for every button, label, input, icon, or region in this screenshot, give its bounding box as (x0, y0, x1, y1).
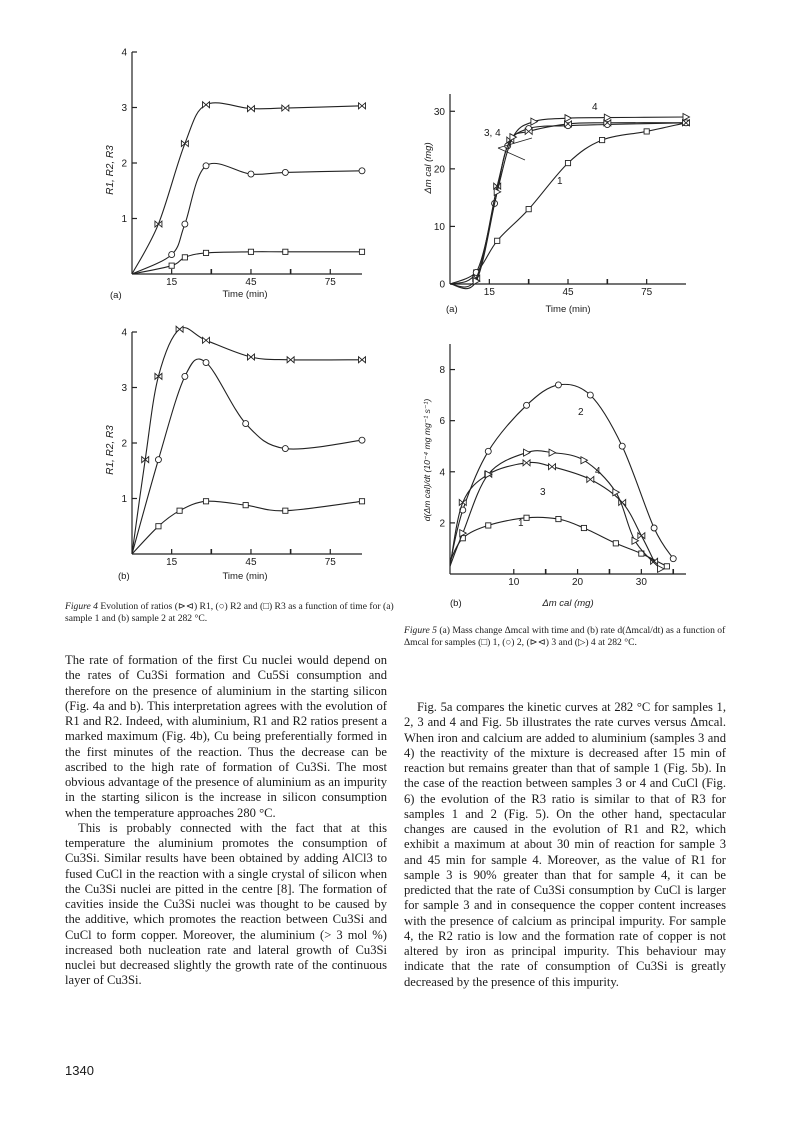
series-line-4 (450, 117, 686, 289)
x-axis-label: Δm cal (mg) (542, 598, 594, 609)
data-point-2 (485, 448, 491, 454)
y-tick-label: 30 (433, 106, 445, 118)
data-point-R3 (203, 499, 208, 504)
data-point-1 (486, 523, 491, 528)
figure-4-caption (65, 601, 395, 625)
x-tick-label: 10 (508, 577, 520, 588)
data-point-R3 (177, 508, 182, 513)
series-line-R2 (132, 359, 362, 554)
y-axis-label: d(Δm cal)/dt (10⁻⁴ mg mg⁻¹ s⁻¹) (422, 398, 432, 522)
curve-label-4: 4 (595, 466, 601, 477)
series-line-R3 (132, 252, 362, 274)
y-tick-label: 1 (121, 214, 127, 225)
y-tick-label: 10 (433, 221, 445, 233)
y-tick-label: 2 (121, 438, 127, 450)
data-point-2 (670, 556, 676, 562)
data-point-R2 (203, 163, 209, 169)
data-point-R2 (182, 221, 188, 227)
curve-label-4: 4 (592, 102, 598, 113)
x-tick-label: 20 (572, 577, 584, 588)
leader-line (498, 148, 525, 160)
data-point-R3 (283, 249, 288, 254)
x-tick-label: 75 (324, 557, 336, 568)
data-point-R2 (282, 446, 288, 452)
data-point-R1 (287, 357, 294, 363)
data-point-R3 (156, 524, 161, 529)
x-tick-label: 75 (324, 277, 336, 288)
data-point-R1 (359, 103, 366, 109)
data-point-1 (613, 541, 618, 546)
data-point-R3 (203, 250, 208, 255)
data-point-1 (556, 516, 561, 521)
y-axis-label: R1, R2, R3 (105, 425, 116, 475)
data-point-R3 (248, 249, 253, 254)
data-point-3 (587, 476, 594, 482)
curve-label-3-4: 3, 4 (484, 128, 501, 139)
data-point-1 (664, 564, 669, 569)
series-line-1 (450, 123, 686, 284)
data-point-3 (459, 499, 466, 505)
data-point-2 (651, 525, 657, 531)
data-point-R1 (181, 141, 188, 147)
x-tick-label: 15 (483, 287, 495, 298)
x-tick-label: 45 (562, 287, 574, 298)
y-tick-label: 4 (121, 327, 127, 339)
y-axis-label: Δm cal (mg) (423, 142, 434, 194)
x-axis-label: Time (min) (545, 304, 591, 315)
data-point-R2 (248, 171, 254, 177)
data-point-1 (599, 137, 604, 142)
caption-lead: Figure 4 (65, 601, 98, 612)
figure-4b-chart (80, 320, 380, 592)
data-point-R2 (282, 169, 288, 175)
x-tick-label: 15 (166, 277, 178, 288)
series-line-R2 (132, 163, 362, 274)
data-point-1 (524, 515, 529, 520)
data-point-R1 (203, 337, 210, 343)
figure-5a-chart (410, 88, 710, 320)
panel-label: (a) (110, 290, 122, 301)
x-tick-label: 45 (245, 557, 257, 568)
data-point-R2 (359, 168, 365, 174)
body-column-right (404, 700, 726, 990)
x-tick-label: 45 (245, 277, 257, 288)
figure-4a-chart (80, 40, 380, 310)
y-tick-label: 4 (121, 47, 127, 59)
data-point-2 (555, 382, 561, 388)
series-line-R1 (132, 103, 362, 274)
paragraph: The rate of formation of the first Cu nuclei would depend on the rates of Cu3Si formation and Cu5Si consumption and therefore on the presence of aluminium in the starting silicon (Fig. 4a and b). This interpretation agrees with the evolution of R1 and R2. Indeed, with aluminium, R1 and R2 ratios present a marked maximum (Fig. 4b), Cu being preferentially formed in the first minutes of the reaction. Thus the decrease can be ascribed to the high rate of formation of Cu3Si. The most obvious advantage of the presence of aluminium as an impurity in the starting silicon is the increase in silicon consumption when the temperature approaches 280 °C. (65, 653, 387, 820)
x-tick-label: 30 (635, 577, 647, 588)
data-point-4 (565, 115, 572, 122)
figure-5-caption (404, 625, 726, 649)
y-tick-label: 1 (121, 494, 127, 505)
data-point-R3 (169, 263, 174, 268)
data-point-R1 (176, 326, 183, 332)
y-tick-label: 8 (439, 365, 445, 377)
data-point-R2 (203, 360, 209, 366)
y-tick-label: 2 (439, 518, 445, 530)
data-point-4 (657, 565, 664, 572)
series-line-3 (450, 462, 654, 566)
data-point-1 (644, 129, 649, 134)
curve-label-2: 2 (578, 407, 584, 418)
data-point-1 (495, 238, 500, 243)
caption-text: Evolution of ratios (⊳⊲) R1, (○) R2 and (□) R3 as a function of time for (a) sample 1 and (b) sample 2 at 282 °C. (65, 601, 394, 624)
data-point-2 (524, 402, 530, 408)
caption-text: (a) Mass change Δmcal with time and (b) rate d(Δmcal/dt) as a function of Δmcal for samples (□) 1, (○) 2, (⊳⊲) 3 and (▷) 4 at 282 °C. (404, 625, 726, 648)
data-point-3 (549, 464, 556, 470)
paragraph: This is probably connected with the fact that at this temperature the aluminium promotes the consumption of Cu3Si. Similar results have been obtained by adding AlCl3 to fused CuCl in the reaction with a single crystal of silicon when the Cu3Si nuclei are pitted in the centre [8]. The formation of cavities inside the Cu3Si nuclei was thought to be caused by the additive, which promotes the reaction between Cu3Si and CuCl to form copper. Moreover, the aluminium (> 3 mol %) increased both nucleation rate and lateral growth of Cu3Si nuclei but decreased slightly the growth rate of the continuous layer of Cu3Si. (65, 820, 387, 988)
data-point-4 (581, 457, 588, 464)
data-point-R1 (282, 105, 289, 111)
series-line-R3 (132, 501, 362, 554)
data-point-R3 (359, 499, 364, 504)
leader-line (498, 138, 532, 148)
data-point-R2 (359, 437, 365, 443)
data-point-R1 (359, 357, 366, 363)
curve-label-1: 1 (518, 518, 524, 529)
data-point-3 (638, 533, 645, 539)
data-point-R2 (155, 457, 161, 463)
data-point-1 (581, 525, 586, 530)
data-point-2 (587, 392, 593, 398)
panel-label: (b) (450, 598, 462, 609)
y-tick-label: 0 (439, 279, 445, 291)
data-point-R1 (247, 354, 254, 360)
x-tick-label: 75 (641, 287, 653, 298)
data-point-1 (526, 207, 531, 212)
panel-label: (b) (118, 571, 130, 582)
x-tick-label: 15 (166, 557, 178, 568)
y-tick-label: 3 (121, 103, 127, 114)
x-axis-label: Time (min) (222, 571, 268, 582)
caption-lead: Figure 5 (404, 625, 437, 636)
data-point-2 (619, 443, 625, 449)
y-axis-label: R1, R2, R3 (105, 145, 116, 195)
page-number: 1340 (65, 1063, 94, 1078)
data-point-3 (523, 460, 530, 466)
figure-5b-chart (410, 340, 710, 612)
data-point-R3 (243, 503, 248, 508)
data-point-R3 (359, 249, 364, 254)
x-axis-label: Time (min) (222, 289, 268, 300)
data-point-R1 (247, 106, 254, 112)
body-column-left (65, 653, 387, 989)
curve-label-1: 1 (557, 176, 563, 187)
paragraph: Fig. 5a compares the kinetic curves at 282 °C for samples 1, 2, 3 and 4 and Fig. 5b illustrates the rate curves versus Δmcal. When iron and calcium are added to aluminium (samples 3 and 4) the reactivity of the mixture is decreased after 15 min of reaction but remains greater than that of sample 1 (Fig. 5b). In the case of the reaction between samples 3 or 4 and CuCl (Fig. 6) the evolution of the R3 ratio is similar to that of R3 for samples 1 and 2 (Fig. 5). On the other hand, spectacular changes are caused in the evolution of R1 and R2, which exhibit a maximum at about 30 min of reaction for sample 3 and 45 min for sample 4. Moreover, as the value of R1 for sample 3 is 90% greater than that for sample 4, it can be predicted that the rate of Cu3Si consumption by CuCl is larger for sample 3 and in consequence the copper content increases with the presence of calcium as principal impurity. For sample 4, the R2 ratio is low and the formation rate of copper is not altered by iron as principal impurity. This behaviour may indicate that the rate of consumption of Cu3Si is greatly decreased by the presence of this impurity. (404, 700, 726, 989)
y-tick-label: 6 (439, 416, 445, 428)
data-point-R2 (182, 373, 188, 379)
y-tick-label: 3 (121, 383, 127, 394)
panel-label: (a) (446, 304, 458, 315)
data-point-4 (531, 118, 538, 125)
y-tick-label: 2 (121, 158, 127, 170)
series-line-3 (450, 123, 686, 287)
data-point-4 (549, 449, 556, 456)
data-point-4 (524, 449, 531, 456)
data-point-R2 (169, 252, 175, 258)
data-point-R3 (182, 255, 187, 260)
data-point-R1 (155, 221, 162, 227)
y-tick-label: 20 (433, 164, 445, 176)
y-tick-label: 4 (439, 467, 445, 479)
curve-label-3: 3 (540, 487, 546, 498)
data-point-R2 (243, 421, 249, 427)
data-point-4 (613, 489, 620, 496)
data-point-R3 (283, 508, 288, 513)
data-point-R1 (203, 102, 210, 108)
data-point-1 (565, 160, 570, 165)
